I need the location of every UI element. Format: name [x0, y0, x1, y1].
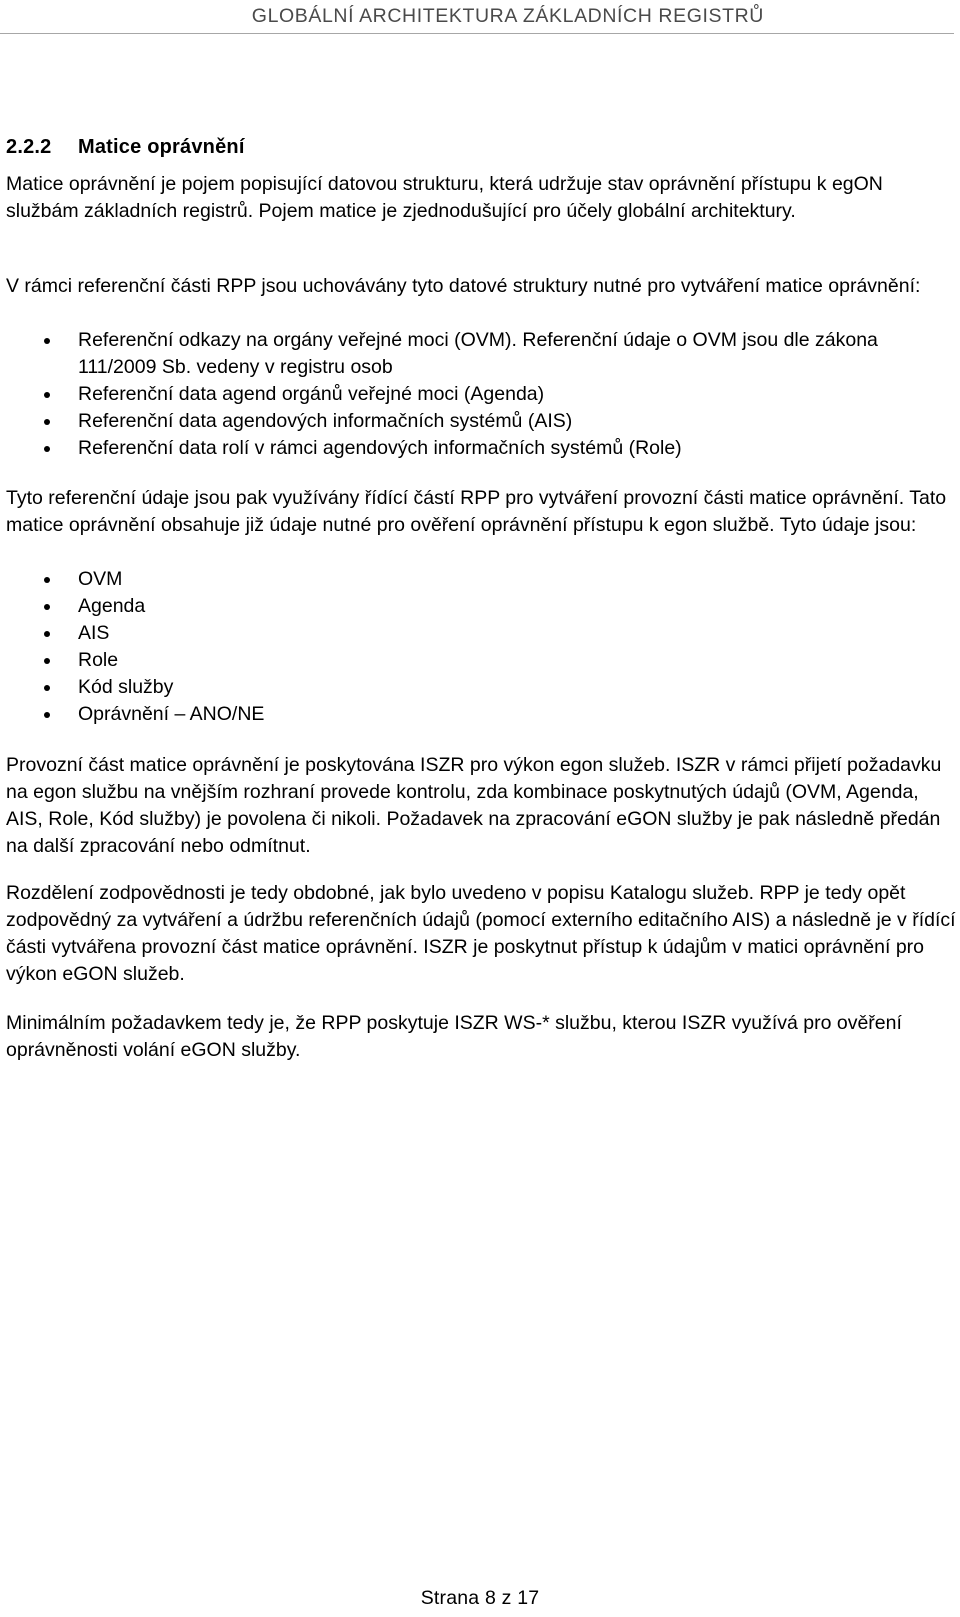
bullet-icon: [44, 631, 50, 637]
list-item: Referenční data agendových informačních systémů (AIS): [6, 408, 956, 435]
list-item: Referenční odkazy na orgány veřejné moci (OVM). Referenční údaje o OVM jsou dle zákona 111/2009 Sb. vedeny v registru osob: [6, 327, 956, 381]
paragraph-structures: V rámci referenční části RPP jsou uchovávány tyto datové struktury nutné pro vytváření matice oprávnění:: [6, 275, 921, 297]
page-header: [0, 0, 954, 34]
section-title: Matice oprávnění: [78, 136, 245, 158]
bullet-icon: [44, 685, 50, 691]
bullet-icon: [44, 604, 50, 610]
bullet-icon: [44, 392, 50, 398]
bullet-icon: [44, 577, 50, 583]
header-title: GLOBÁLNÍ ARCHITEKTURA ZÁKLADNÍCH REGISTRŮ: [251, 5, 764, 27]
bullet-icon: [44, 338, 50, 344]
paragraph-usage: Tyto referenční údaje jsou pak využívány řídící částí RPP pro vytváření provozní části matice oprávnění. Tato matice oprávnění obsahuje již údaje nutné pro ověření oprávnění přístupu k egon službě. Tyto údaje jsou:: [6, 487, 947, 536]
list-item: Oprávnění – ANO/NE: [6, 701, 956, 728]
page-footer: [0, 1587, 960, 1610]
bullet-icon: [44, 712, 50, 718]
page-number: Strana 8 z 17: [420, 1587, 540, 1609]
bullet-icon: [44, 419, 50, 425]
list-item: Role: [6, 647, 956, 674]
paragraph-operation: Provozní část matice oprávnění je poskytována ISZR pro výkon egon služeb. ISZR v rámci přijetí požadavku na egon službu na vnějším rozhraní provede kontrolu, zda kombinace poskytnutých údajů (OVM, Agenda, AIS, Role, Kód služby) je povolena či nikoli. Požadavek na zpracování eGON služby je pak následně předán na další zpracování nebo odmítnut.: [6, 754, 942, 857]
section-number: 2.2.2: [6, 136, 52, 158]
paragraph-requirement: Minimálním požadavkem tedy je, že RPP poskytuje ISZR WS-* službu, kterou ISZR využívá pro ověření oprávněnosti volání eGON služby.: [6, 1012, 902, 1061]
list-item: Referenční data rolí v rámci agendových informačních systémů (Role): [6, 435, 956, 462]
paragraph-intro: Matice oprávnění je pojem popisující datovou strukturu, která udržuje stav oprávnění přístupu k egON službám základních registrů. Pojem matice je zjednodušující pro účely globální architektury.: [6, 173, 883, 222]
list-item: OVM: [6, 566, 956, 593]
list-item: Kód služby: [6, 674, 956, 701]
paragraph-responsibility: Rozdělení zodpovědnosti je tedy obdobné, jak bylo uvedeno v popisu Katalogu služeb. RPP je tedy opět zodpovědný za vytváření a údržbu referenčních údajů (pomocí externího editačního AIS) a následně je v řídící části vytvářena provozní část matice oprávnění. ISZR je poskytnut přístup k údajům v matici oprávnění pro výkon eGON služeb.: [6, 882, 956, 985]
list-item: Agenda: [6, 593, 956, 620]
list-item: Referenční data agend orgánů veřejné moci (Agenda): [6, 381, 956, 408]
bullet-icon: [44, 658, 50, 664]
section-heading: [6, 136, 245, 159]
bullet-icon: [44, 446, 50, 452]
list-item: AIS: [6, 620, 956, 647]
structures-list: [6, 327, 956, 462]
data-list: [6, 566, 956, 728]
